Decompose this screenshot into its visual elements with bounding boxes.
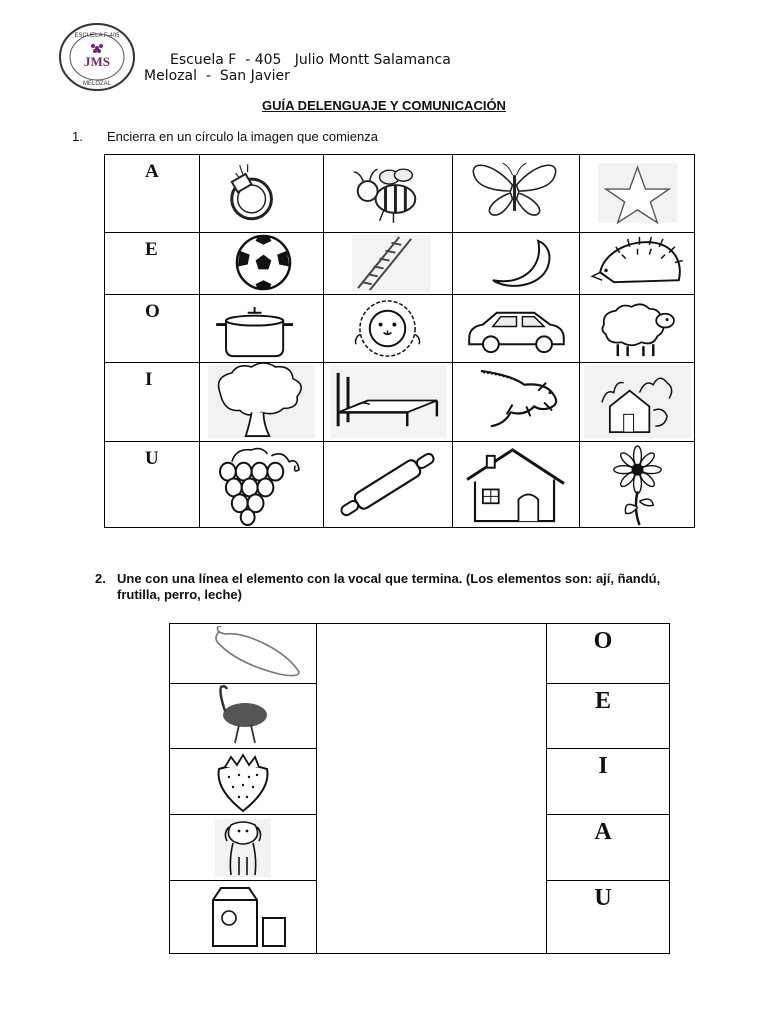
- bed-icon[interactable]: [323, 363, 452, 441]
- logo-monogram: JMS: [84, 54, 110, 69]
- house-icon[interactable]: [452, 442, 579, 527]
- milk-carton-icon[interactable]: [170, 880, 316, 953]
- burning-house-icon[interactable]: [579, 363, 695, 441]
- match-vowel-i[interactable]: [547, 748, 669, 814]
- vowel-label: A: [594, 819, 612, 845]
- question-1-number: 1.: [72, 129, 83, 144]
- ladder-icon[interactable]: [323, 233, 452, 294]
- grapes-icon[interactable]: [199, 442, 323, 527]
- vowel-label: O: [145, 301, 160, 322]
- grid-row-a: [105, 155, 694, 232]
- school-logo: [58, 22, 136, 92]
- school-name: Escuela F - 405 Julio Montt Salamanca: [170, 52, 451, 68]
- logo-text-top: ESCUELA F-405: [74, 33, 120, 39]
- chili-pepper-icon[interactable]: [170, 624, 316, 683]
- rolling-pin-icon[interactable]: [323, 442, 452, 527]
- bee-icon[interactable]: [323, 155, 452, 232]
- hedgehog-icon[interactable]: [579, 233, 695, 294]
- tree-icon[interactable]: [199, 363, 323, 441]
- strawberry-icon[interactable]: [170, 748, 316, 814]
- iguana-icon[interactable]: [452, 363, 579, 441]
- matching-grid: [169, 623, 670, 954]
- grid-row-e: [105, 232, 694, 294]
- match-vowel-a[interactable]: [547, 814, 669, 880]
- match-vowel-e[interactable]: [547, 683, 669, 748]
- logo-text-bottom: MELOZAL: [82, 81, 112, 87]
- page-title: GUÍA DELENGUAJE Y COMUNICACIÓN: [262, 98, 506, 113]
- car-icon[interactable]: [452, 295, 579, 362]
- vowel-label: A: [145, 161, 159, 182]
- grid-row-o: [105, 294, 694, 362]
- star-icon[interactable]: [579, 155, 695, 232]
- rhea-icon[interactable]: [170, 683, 316, 748]
- moon-icon[interactable]: [452, 233, 579, 294]
- match-vowel-u[interactable]: [547, 880, 669, 953]
- matching-line-area[interactable]: [316, 623, 547, 954]
- ring-icon[interactable]: [199, 155, 323, 232]
- vowel-label: I: [598, 753, 608, 779]
- grid-row-i: [105, 362, 694, 441]
- school-location: Melozal - San Javier: [144, 68, 290, 84]
- question-1-text: Encierra en un círculo la imagen que comienza: [107, 129, 378, 144]
- question-2-number: 2.: [95, 571, 106, 586]
- flower-icon[interactable]: [579, 442, 695, 527]
- vowel-label: E: [594, 688, 611, 714]
- vowel-label: O: [593, 628, 613, 654]
- vowel-label: U: [594, 885, 612, 911]
- butterfly-icon[interactable]: [452, 155, 579, 232]
- sheep-icon[interactable]: [579, 295, 695, 362]
- grid-row-u: [105, 441, 694, 527]
- match-vowel-o[interactable]: [547, 624, 669, 683]
- dog-icon[interactable]: [170, 814, 316, 880]
- soccer-ball-icon[interactable]: [199, 233, 323, 294]
- matching-vowels-column: [546, 623, 670, 954]
- question-2-text: Une con una línea el elemento con la vocal que termina. (Los elementos son: ají, ñandú, frutilla, perro, leche): [117, 571, 661, 602]
- vowel-label: U: [145, 448, 159, 469]
- matching-items-column: [169, 623, 317, 954]
- vowel-label: I: [145, 369, 153, 390]
- vowel-picture-grid: [104, 154, 695, 528]
- pot-icon[interactable]: [199, 295, 323, 362]
- lion-icon[interactable]: [323, 295, 452, 362]
- vowel-label: E: [145, 239, 158, 260]
